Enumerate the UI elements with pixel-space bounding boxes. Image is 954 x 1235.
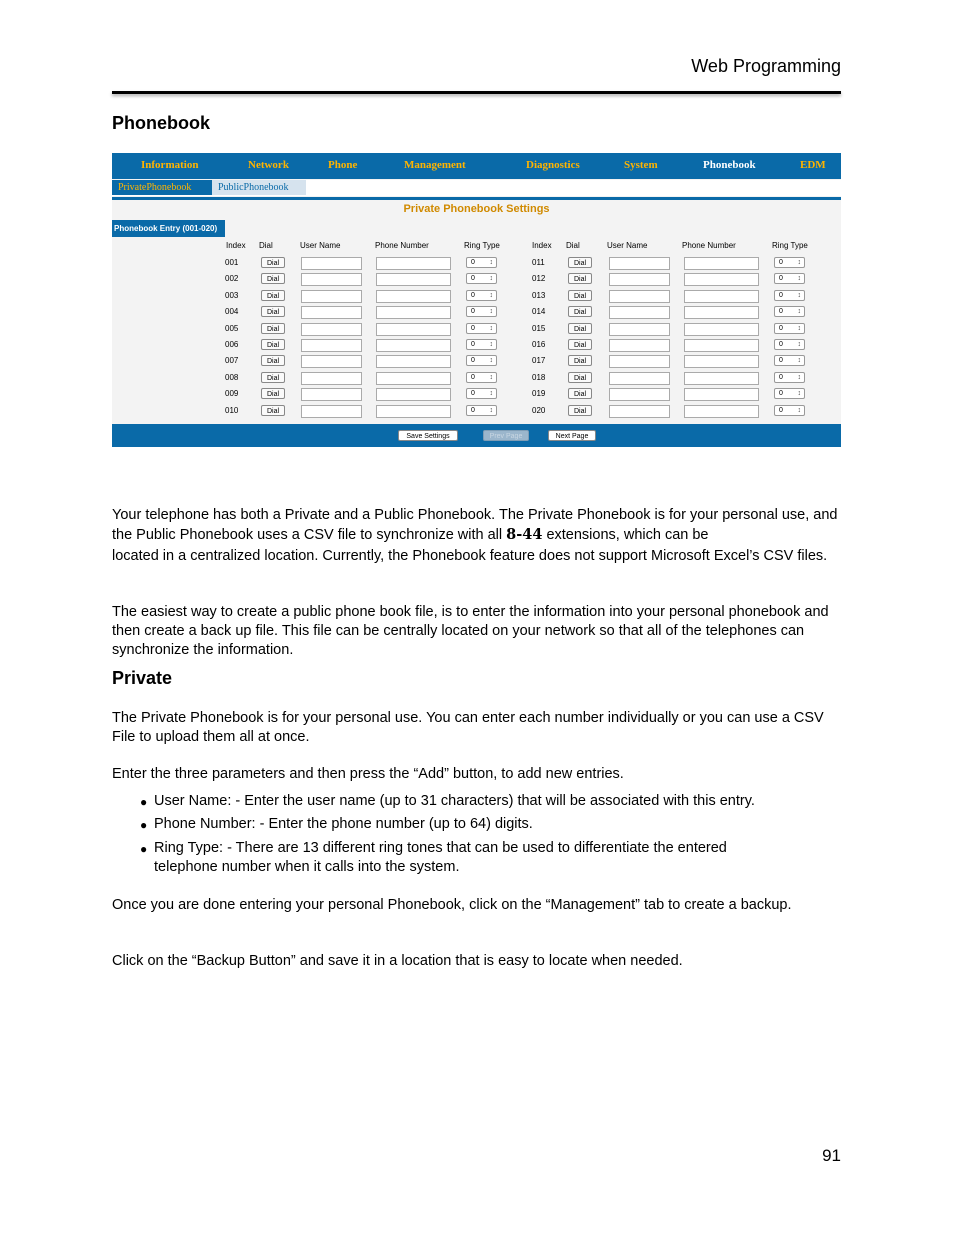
ring-type-value: 0 — [779, 357, 783, 365]
phone-number-input[interactable] — [684, 372, 759, 385]
row-index: 004 — [225, 307, 239, 317]
col-user-name: User Name — [607, 241, 648, 250]
select-arrows-icon: ↕ — [489, 259, 493, 266]
ring-type-value: 0 — [471, 357, 475, 365]
dial-button[interactable]: Dial — [261, 306, 285, 317]
dial-button[interactable]: Dial — [261, 257, 285, 268]
running-header: Web Programming — [691, 56, 841, 76]
dial-button[interactable]: Dial — [568, 372, 592, 383]
select-arrows-icon: ↕ — [489, 357, 493, 365]
row-index: 013 — [532, 290, 546, 300]
row-index: 002 — [225, 274, 239, 284]
row-index: 015 — [532, 323, 546, 333]
ring-type-value: 0 — [471, 324, 475, 332]
select-arrows-icon: ↕ — [489, 324, 493, 332]
ring-type-value: 0 — [471, 373, 475, 381]
paragraph-backup: Once you are done entering your personal Phonebook, click on the “Management” tab to create a backup. — [112, 897, 792, 913]
dial-button[interactable]: Dial — [261, 388, 285, 399]
phone-number-input[interactable] — [684, 273, 759, 286]
col-ring-type: Ring Type — [772, 241, 808, 250]
row-index: 018 — [532, 372, 546, 382]
dial-button[interactable]: Dial — [568, 257, 592, 268]
nav-network[interactable]: Network — [248, 159, 289, 171]
select-arrows-icon: ↕ — [797, 373, 801, 381]
ring-type-select[interactable] — [774, 405, 805, 416]
nav-management[interactable]: Management — [404, 159, 466, 171]
row-index: 011 — [532, 258, 545, 267]
table-row — [112, 289, 841, 305]
nav-diagnostics[interactable]: Diagnostics — [526, 159, 580, 171]
col-dial: Dial — [566, 241, 580, 250]
ring-type-value: 0 — [471, 259, 475, 266]
table-row — [112, 256, 841, 272]
row-index: 003 — [225, 290, 239, 300]
user-name-input[interactable] — [609, 323, 670, 336]
ring-type-value: 0 — [471, 308, 475, 316]
select-arrows-icon: ↕ — [489, 341, 493, 348]
col-ring-type: Ring Type — [464, 241, 500, 250]
user-name-input[interactable] — [609, 257, 670, 270]
select-arrows-icon: ↕ — [797, 390, 801, 398]
ring-type-value: 0 — [779, 259, 783, 266]
nav-system[interactable]: System — [624, 159, 658, 171]
col-phone-number: Phone Number — [682, 241, 736, 250]
phone-number-input[interactable] — [684, 306, 759, 319]
ring-type-value: 0 — [779, 341, 783, 348]
sub-nav — [112, 180, 841, 196]
row-index: 010 — [225, 405, 239, 415]
row-index: 008 — [225, 372, 239, 382]
phone-number-input[interactable] — [684, 355, 759, 368]
bullet-dot: ● — [140, 795, 148, 809]
select-arrows-icon: ↕ — [797, 357, 801, 365]
phone-number-input[interactable] — [684, 388, 759, 401]
paragraph-intro-text: located in a centralized location. Currently, the Phonebook feature does not support Microsoft Excel’s CSV files. — [112, 548, 828, 564]
phonebook-web-ui — [112, 153, 841, 447]
bullet-ring-type: Ring Type: - There are 13 different ring tones that can be used to differentiate the entered telephone number when it calls into the system. — [154, 840, 727, 875]
ring-type-value: 0 — [471, 341, 475, 348]
phone-number-input[interactable] — [684, 323, 759, 336]
ring-type-select[interactable] — [774, 339, 805, 350]
nav-divider — [112, 197, 841, 200]
dial-button[interactable]: Dial — [568, 323, 592, 334]
select-arrows-icon: ↕ — [797, 291, 801, 299]
row-index: 001 — [225, 258, 239, 267]
table-row — [112, 305, 841, 321]
phone-number-input[interactable] — [684, 405, 759, 418]
dial-button[interactable]: Dial — [568, 388, 592, 399]
select-arrows-icon: ↕ — [489, 390, 493, 398]
ring-type-value: 0 — [779, 373, 783, 381]
select-arrows-icon: ↕ — [489, 373, 493, 381]
ring-type-select[interactable] — [774, 306, 805, 317]
user-name-input[interactable] — [609, 273, 670, 286]
row-index: 006 — [225, 340, 239, 349]
select-arrows-icon: ↕ — [489, 308, 493, 316]
paragraph-intro — [112, 506, 842, 566]
user-name-input[interactable] — [609, 306, 670, 319]
col-index: Index — [532, 241, 552, 250]
ring-type-value: 0 — [779, 406, 783, 414]
ring-type-select[interactable] — [774, 257, 805, 268]
ring-type-select[interactable] — [774, 372, 805, 383]
extension-range: 8-44 — [506, 526, 543, 543]
header-rule — [112, 91, 841, 94]
top-nav — [112, 153, 841, 179]
ring-type-value: 0 — [471, 291, 475, 299]
dial-button[interactable]: Dial — [261, 290, 285, 301]
bullet-dot: ● — [140, 842, 148, 856]
save-settings-button[interactable]: Save Settings — [398, 430, 458, 441]
phone-number-input[interactable] — [684, 290, 759, 303]
dial-button[interactable]: Dial — [568, 339, 592, 350]
col-user-name: User Name — [300, 241, 341, 250]
ring-type-value: 0 — [779, 275, 783, 283]
user-name-input[interactable] — [609, 388, 670, 401]
dial-button[interactable]: Dial — [261, 339, 285, 350]
bullet-dot: ● — [140, 818, 148, 832]
table-row — [112, 322, 841, 338]
action-bar — [112, 424, 841, 447]
row-index: 017 — [532, 356, 546, 366]
ring-type-select[interactable] — [774, 355, 805, 366]
nav-phone[interactable]: Phone — [328, 159, 358, 171]
nav-information[interactable]: Information — [141, 159, 199, 171]
dial-button[interactable]: Dial — [568, 405, 592, 416]
ring-type-value: 0 — [779, 308, 783, 316]
table-row — [112, 371, 841, 387]
bullet-user-name: User Name: - Enter the user name (up to 31 characters) that will be associated with this entry. — [154, 793, 755, 809]
page-number: 91 — [822, 1146, 841, 1165]
user-name-input[interactable] — [609, 355, 670, 368]
row-index: 014 — [532, 307, 546, 317]
bullet-phone-number: Phone Number: - Enter the phone number (up to 64) digits. — [154, 816, 533, 832]
table-row — [112, 354, 841, 370]
phone-number-input[interactable] — [684, 257, 759, 270]
section-heading-phonebook: Phonebook — [112, 113, 210, 133]
select-arrows-icon: ↕ — [797, 324, 801, 332]
row-index: 005 — [225, 323, 239, 333]
ring-type-value: 0 — [471, 390, 475, 398]
dial-button[interactable]: Dial — [568, 290, 592, 301]
tab-public-phonebook[interactable]: PublicPhonebook — [212, 180, 306, 195]
table-row — [112, 387, 841, 403]
dial-button[interactable]: Dial — [568, 306, 592, 317]
user-name-input[interactable] — [609, 339, 670, 352]
dial-button[interactable]: Dial — [568, 355, 592, 366]
prev-page-button[interactable]: Prev Page — [483, 430, 529, 441]
dial-button[interactable]: Dial — [261, 323, 285, 334]
dial-button[interactable]: Dial — [261, 355, 285, 366]
row-index: 012 — [532, 274, 546, 284]
ring-type-select[interactable] — [774, 273, 805, 284]
section-heading-private: Private — [112, 668, 173, 688]
paragraph-enter-params: Enter the three parameters and then press the “Add” button, to add new entries. — [112, 766, 624, 782]
nav-edm[interactable]: EDM — [800, 159, 826, 171]
paragraph-easiest-way: The easiest way to create a public phone book file, is to enter the information into your personal phonebook and then create a back up file. This file can be centrally located on your network so that all of the telephones can synchronize the information. — [112, 604, 829, 658]
ring-type-value: 0 — [779, 324, 783, 332]
table-row — [112, 272, 841, 288]
col-dial: Dial — [259, 241, 273, 250]
table-row — [112, 404, 841, 420]
ring-type-value: 0 — [779, 291, 783, 299]
select-arrows-icon: ↕ — [797, 275, 801, 283]
select-arrows-icon: ↕ — [797, 259, 801, 266]
select-arrows-icon: ↕ — [489, 291, 493, 299]
select-arrows-icon: ↕ — [797, 406, 801, 414]
ring-type-select[interactable] — [774, 388, 805, 399]
row-index: 009 — [225, 389, 239, 399]
table-row — [112, 338, 841, 354]
user-name-input[interactable] — [609, 290, 670, 303]
paragraph-backup-button: Click on the “Backup Button” and save it in a location that is easy to locate when needed. — [112, 953, 683, 969]
nav-phonebook[interactable]: Phonebook — [703, 159, 756, 171]
select-arrows-icon: ↕ — [797, 308, 801, 316]
col-phone-number: Phone Number — [375, 241, 429, 250]
ring-type-select[interactable] — [774, 323, 805, 334]
row-index: 007 — [225, 356, 239, 366]
col-index: Index — [226, 241, 246, 250]
settings-title: Private Phonebook Settings — [403, 203, 550, 215]
next-page-button[interactable]: Next Page — [548, 430, 596, 441]
tab-private-phonebook[interactable]: PrivatePhonebook — [112, 180, 216, 195]
select-arrows-icon: ↕ — [797, 341, 801, 348]
ring-type-select[interactable] — [774, 290, 805, 301]
row-index: 020 — [532, 405, 546, 415]
ring-type-value: 0 — [471, 406, 475, 414]
select-arrows-icon: ↕ — [489, 275, 493, 283]
paragraph-intro-text: extensions, which can be — [542, 527, 709, 543]
ring-type-value: 0 — [779, 390, 783, 398]
dial-button[interactable]: Dial — [568, 273, 592, 284]
dial-button[interactable]: Dial — [261, 405, 285, 416]
dial-button[interactable]: Dial — [261, 273, 285, 284]
row-index: 019 — [532, 389, 546, 399]
user-name-input[interactable] — [609, 372, 670, 385]
ring-type-value: 0 — [471, 275, 475, 283]
user-name-input[interactable] — [609, 405, 670, 418]
paragraph-intro-text: Your telephone has both a Private and a Public Phonebook. The Private Phonebook is for your personal use, and the Public Phonebook uses a CSV file to synchronize with all — [112, 507, 838, 543]
entry-range-label: Phonebook Entry (001-020) — [112, 220, 225, 237]
phone-number-input[interactable] — [684, 339, 759, 352]
paragraph-private: The Private Phonebook is for your personal use. You can enter each number individually or you can use a CSV File to upload them all at once. — [112, 710, 824, 745]
select-arrows-icon: ↕ — [489, 406, 493, 414]
row-index: 016 — [532, 340, 546, 349]
dial-button[interactable]: Dial — [261, 372, 285, 383]
